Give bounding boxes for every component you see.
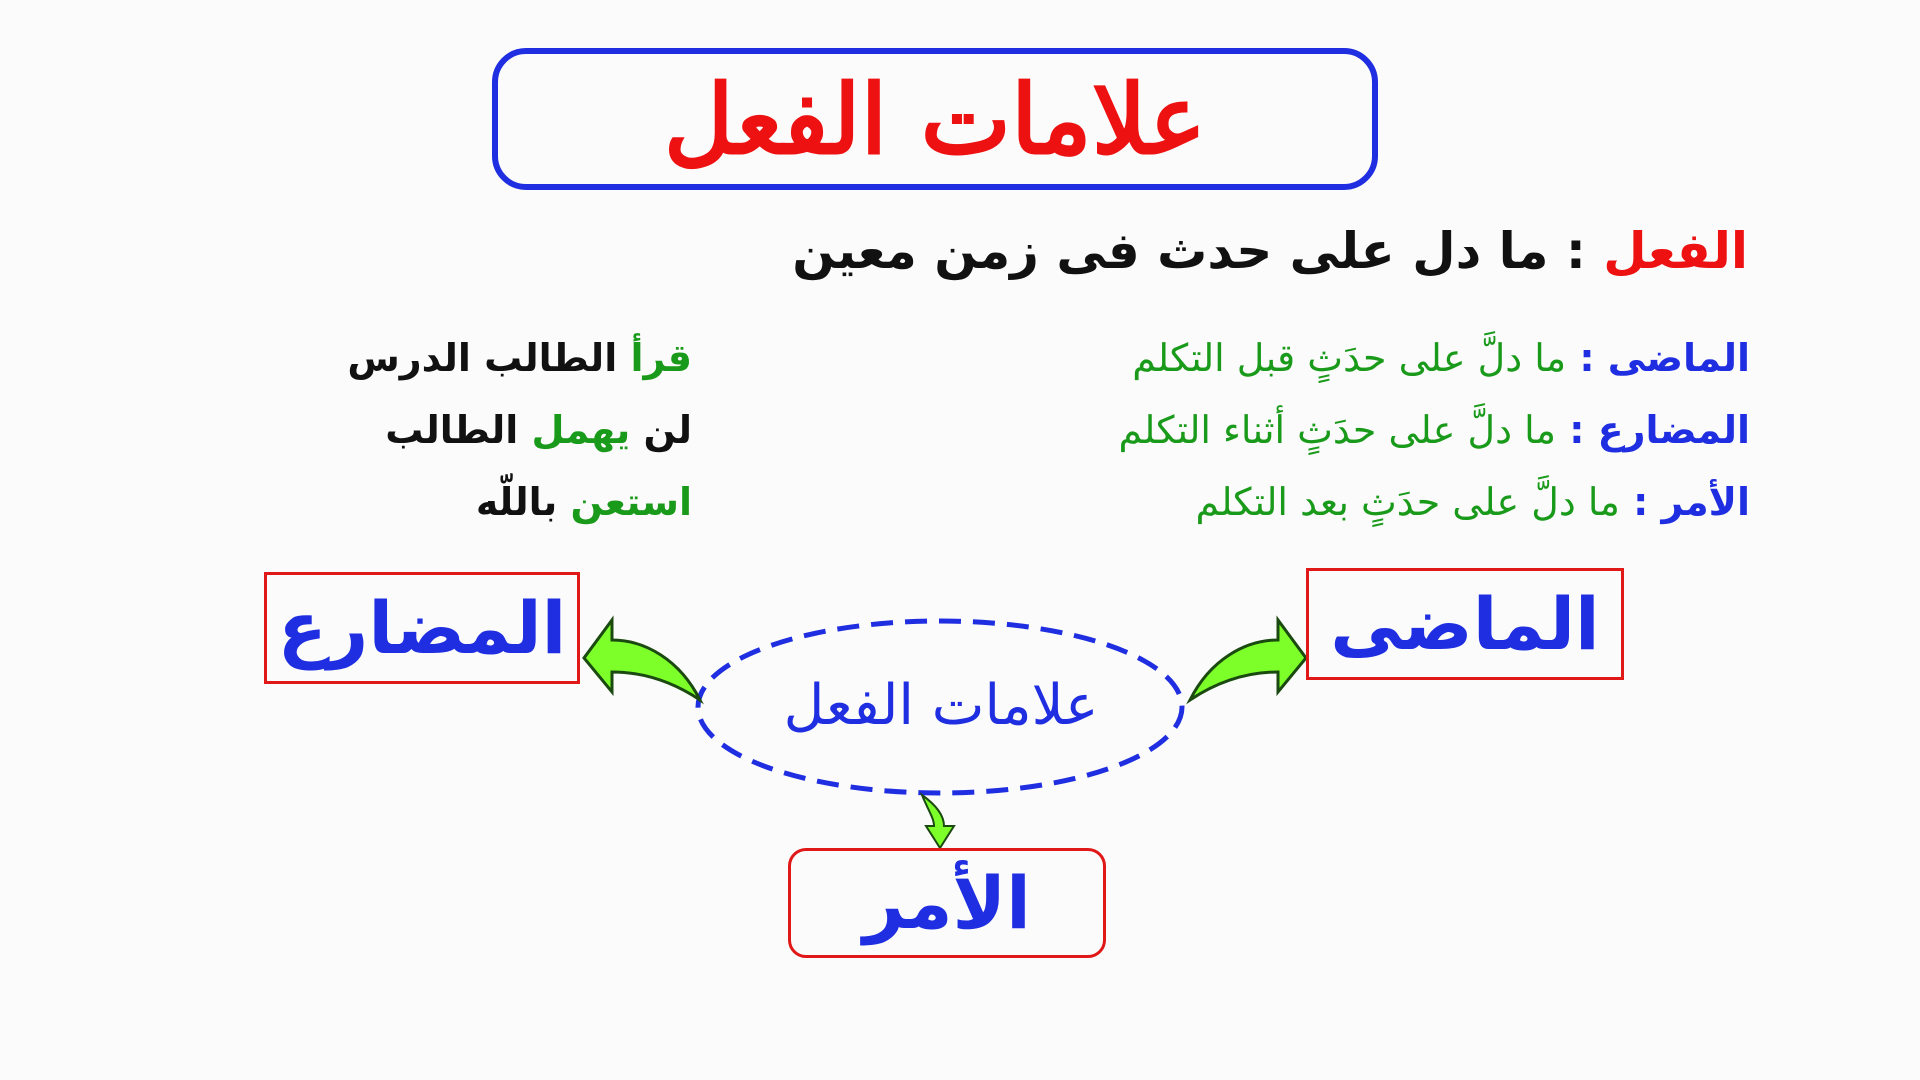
- definition-text: ما دل على حدث فى زمن معين: [792, 222, 1549, 280]
- type-definition: ما دلَّ على حدَثٍ بعد التكلم: [1195, 480, 1620, 524]
- example-rest: الطالب الدرس: [347, 336, 631, 380]
- center-label: علامات الفعل: [783, 672, 1099, 738]
- box-mudari: المضارع: [264, 572, 580, 684]
- example-verb: قرأ: [630, 336, 692, 380]
- example-verb: يهمل: [531, 408, 631, 452]
- type-sep: :: [1556, 408, 1598, 452]
- example-rest: باللّه: [475, 480, 571, 524]
- type-sep: :: [1566, 336, 1608, 380]
- arrow-left-icon: [584, 620, 700, 700]
- type-label: الأمر: [1661, 480, 1750, 524]
- page-title: علامات الفعل: [663, 62, 1207, 176]
- definition-term: الفعل: [1603, 222, 1748, 280]
- type-definition: ما دلَّ على حدَثٍ أثناء التكلم: [1118, 408, 1557, 452]
- definition-separator: :: [1548, 222, 1604, 280]
- arrow-right-icon: [1190, 620, 1306, 700]
- arrow-down-icon: [922, 795, 954, 848]
- type-definition: ما دلَّ على حدَثٍ قبل التكلم: [1132, 336, 1567, 380]
- example-rest: الطالب: [385, 408, 532, 452]
- example-prefix: لن: [630, 408, 692, 452]
- example-verb: استعن: [570, 480, 692, 524]
- box-amr: الأمر: [788, 848, 1106, 958]
- type-label: المضارع: [1597, 408, 1750, 452]
- type-label: الماضى: [1607, 336, 1750, 380]
- box-madi: الماضى: [1306, 568, 1624, 680]
- type-sep: :: [1619, 480, 1662, 524]
